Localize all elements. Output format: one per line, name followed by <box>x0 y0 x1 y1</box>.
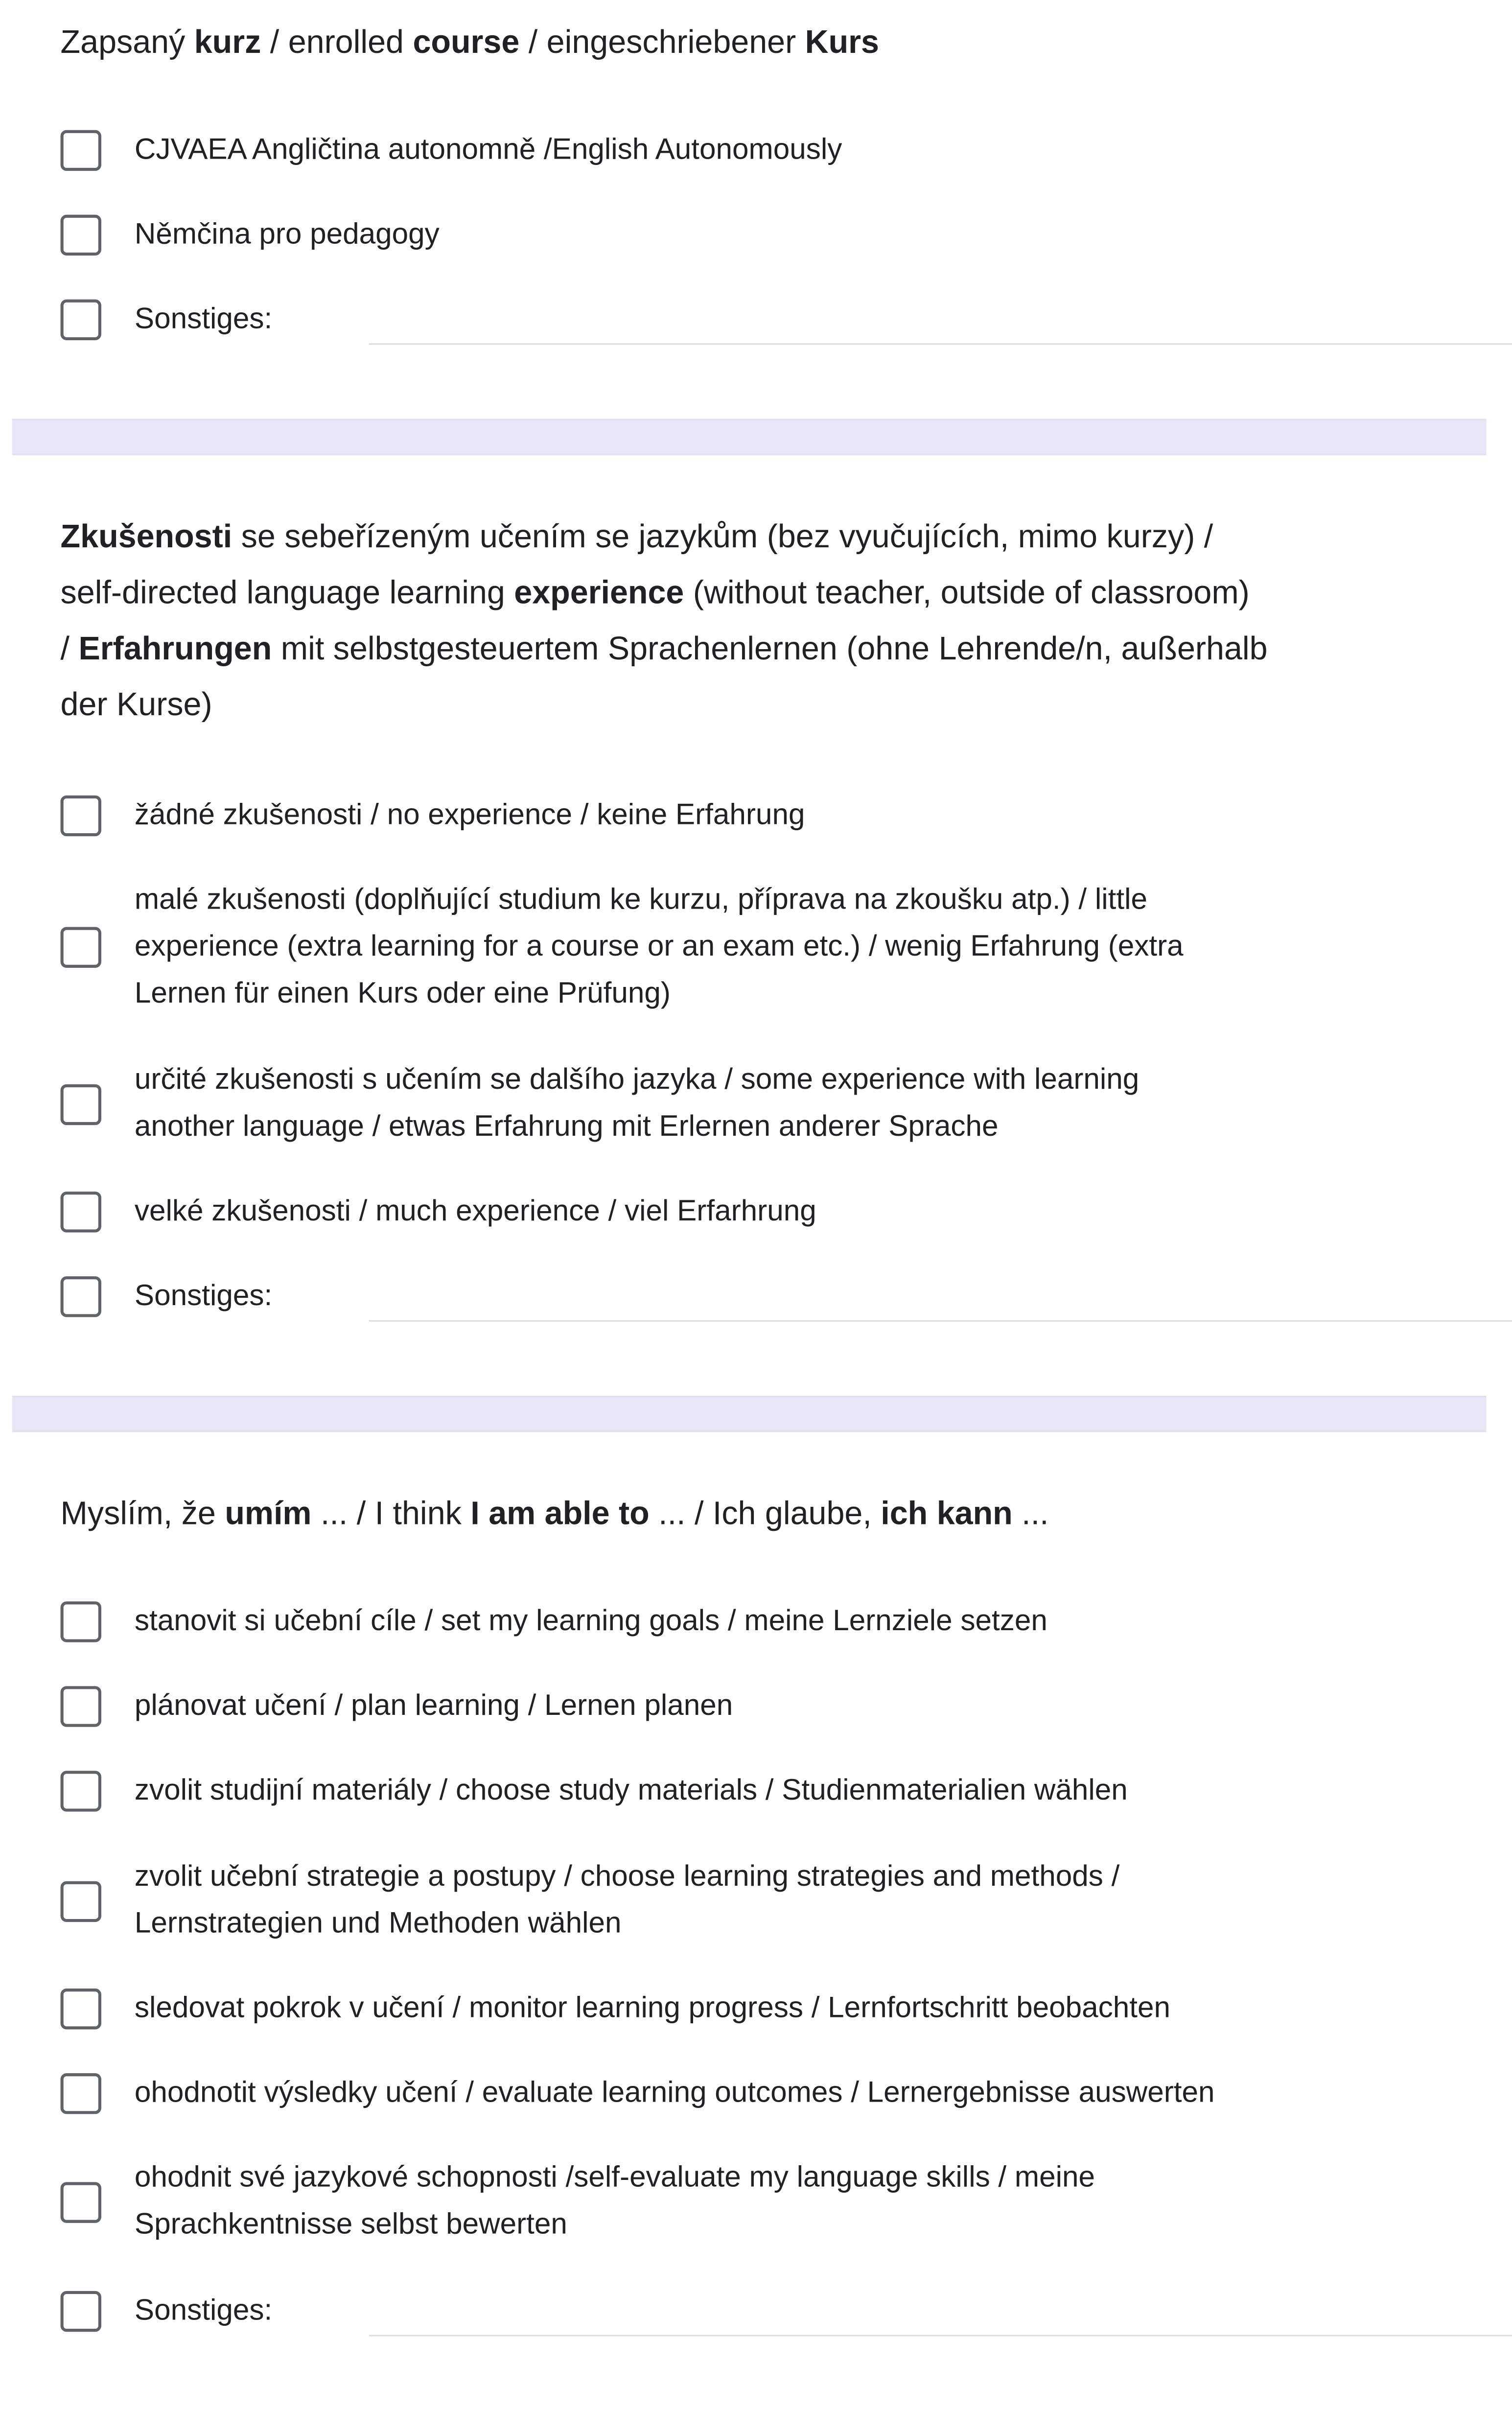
option-monitor-progress[interactable] <box>61 1986 1512 2033</box>
other-text-input[interactable] <box>369 1320 1512 1322</box>
question-title: Zkušenosti se sebeřízeným učením se jazykům (bez vyučujících, mimo kurzy) / self-directed language learning experience (without teacher, outside of classroom) / Erfahrungen mit selbstgesteuertem Sprachenlernen (ohne Lehrende/n, außerhalb der Kurse) <box>60 518 1268 723</box>
option-cjvaea[interactable] <box>61 127 1512 174</box>
option-label: ohodnit své jazykové schopnosti /self-evaluate my language skills / meine Sprachkentnisse selbst bewerten <box>134 2161 1095 2241</box>
checkbox[interactable] <box>61 1276 101 1317</box>
checkbox[interactable] <box>61 1880 101 1921</box>
section-divider <box>12 1396 1487 1432</box>
option-evaluate-outcomes[interactable] <box>61 2070 1512 2117</box>
checkbox[interactable] <box>61 927 101 968</box>
checkbox[interactable] <box>61 2181 101 2222</box>
checkbox[interactable] <box>61 796 101 836</box>
checkbox[interactable] <box>61 1989 101 2029</box>
checkbox[interactable] <box>61 1192 101 1232</box>
option-label: Sonstiges: <box>134 2294 273 2327</box>
option-choose-strategies[interactable] <box>61 1854 1512 1948</box>
other-text-input[interactable] <box>369 343 1512 345</box>
checkbox[interactable] <box>61 1771 101 1811</box>
question-title: Myslím, že umím ... / I think I am able to ... / Ich glaube, ich kann ... <box>60 1496 1049 1532</box>
option-other[interactable] <box>61 2288 1512 2335</box>
option-label: žádné zkušenosti / no experience / keine Erfahrung <box>134 798 805 832</box>
option-label: sledovat pokrok v učení / monitor learning progress / Lernfortschritt beobachten <box>134 1991 1171 2025</box>
option-label: Němčina pro pedagogy <box>134 217 440 251</box>
option-label: plánovat učení / plan learning / Lernen planen <box>134 1689 733 1723</box>
option-set-goals[interactable] <box>61 1598 1512 1645</box>
option-label: ohodnotit výsledky učení / evaluate learning outcomes / Lernergebnisse auswerten <box>134 2076 1215 2110</box>
question-title: Zapsaný kurz / enrolled course / eingeschriebener Kurs <box>60 24 879 61</box>
option-label: velké zkušenosti / much experience / viel Erfarhrung <box>134 1194 816 1228</box>
option-other[interactable] <box>61 296 1512 343</box>
checkbox[interactable] <box>61 130 101 171</box>
option-label: určité zkušenosti s učením se dalšího jazyka / some experience with learning another language / etwas Erfahrung mit Erlernen anderer Sprache <box>134 1063 1140 1144</box>
option-no-experience[interactable] <box>61 793 1512 840</box>
option-little-experience[interactable] <box>61 877 1512 1018</box>
option-label: malé zkušenosti (doplňující studium ke kurzu, příprava na zkoušku atp.) / little experience (extra learning for a course or an exam etc.) / wenig Erfahrung (extra Lernen für einen Kurs oder eine Prüfung) <box>134 883 1184 1010</box>
option-label: Sonstiges: <box>134 302 273 336</box>
checkbox[interactable] <box>61 215 101 256</box>
option-label: zvolit učební strategie a postupy / choose learning strategies and methods / Lernstrategien und Methoden wählen <box>134 1860 1120 1941</box>
other-text-input[interactable] <box>369 2335 1512 2336</box>
option-label: CJVAEA Angličtina autonomně /English Autonomously <box>134 133 842 166</box>
option-other[interactable] <box>61 1273 1512 1320</box>
checkbox[interactable] <box>61 300 101 340</box>
option-label: zvolit studijní materiály / choose study materials / Studienmaterialien wählen <box>134 1774 1128 1807</box>
question-able-to <box>61 1486 1485 1542</box>
option-label: stanovit si učební cíle / set my learning goals / meine Lernziele setzen <box>134 1604 1047 1638</box>
option-much-experience[interactable] <box>61 1189 1512 1236</box>
option-choose-materials[interactable] <box>61 1768 1512 1815</box>
option-some-experience[interactable] <box>61 1057 1512 1151</box>
option-plan-learning[interactable] <box>61 1683 1512 1730</box>
checkbox[interactable] <box>61 2291 101 2332</box>
question-enrolled-course <box>61 15 1485 71</box>
option-self-evaluate[interactable] <box>61 2155 1512 2249</box>
question-experience <box>61 510 1485 733</box>
checkbox[interactable] <box>61 1601 101 1642</box>
checkbox[interactable] <box>61 2073 101 2114</box>
option-label: Sonstiges: <box>134 1279 273 1313</box>
checkbox[interactable] <box>61 1686 101 1727</box>
option-nemcina[interactable] <box>61 211 1512 258</box>
checkbox[interactable] <box>61 1083 101 1124</box>
section-divider <box>12 419 1487 455</box>
